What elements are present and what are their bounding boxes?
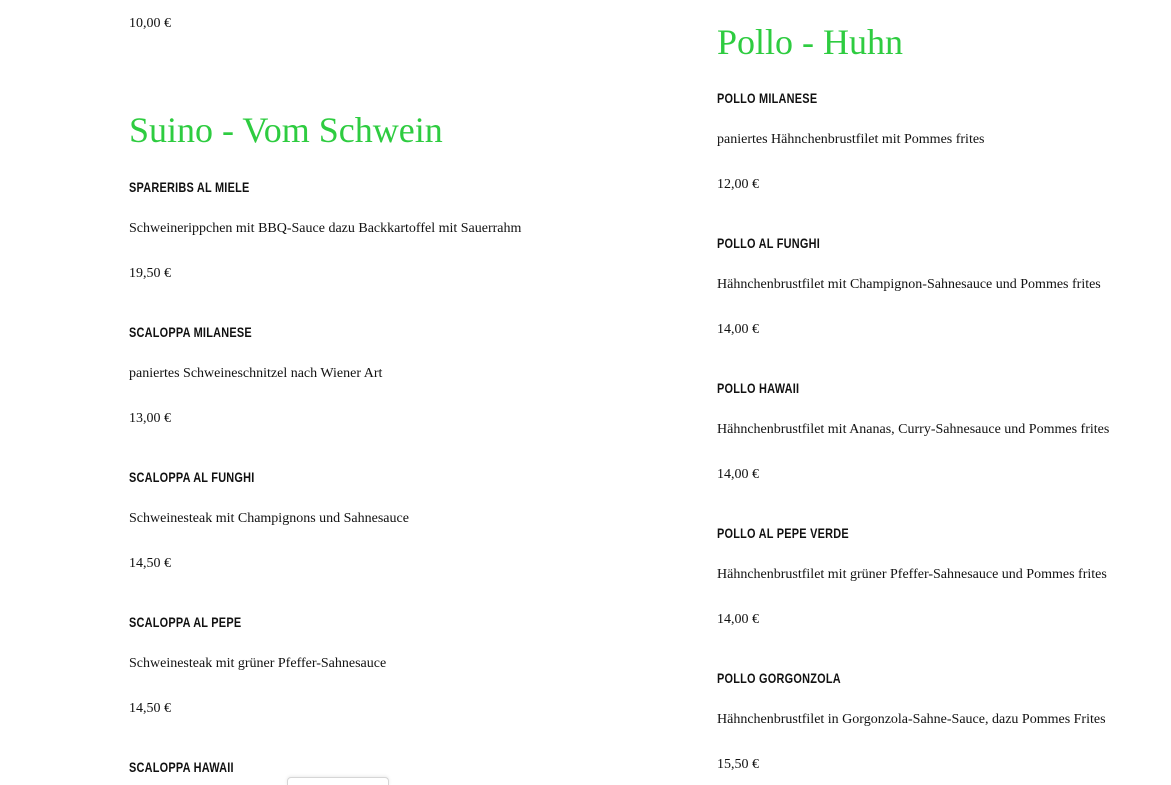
- menu-item-name: SCALOPPA MILANESE: [129, 324, 252, 340]
- menu-item-name: POLLO AL FUNGHI: [717, 235, 821, 251]
- menu-item-description: Hähnchenbrustfilet mit Champignon-Sahnesauce und Pommes frites: [717, 277, 1101, 292]
- menu-item-description: Schweinesteak mit Champignons und Sahnesauce: [129, 511, 409, 526]
- menu-item-description: Hähnchenbrustfilet mit Ananas, Curry-Sahnesauce und Pommes frites: [717, 422, 1110, 437]
- menu-item-description: Schweinesteak mit grüner Pfeffer-Sahnesauce: [129, 656, 387, 671]
- section-title-pollo: Pollo - Huhn: [717, 22, 904, 62]
- menu-item-name: POLLO HAWAII: [717, 380, 800, 396]
- menu-item-description: paniertes Schweineschnitzel nach Wiener Art: [129, 366, 383, 381]
- section-title-suino: Suino - Vom Schwein: [129, 110, 443, 150]
- item-price: 10,00 €: [129, 16, 171, 31]
- menu-item-description: paniertes Hähnchenbrustfilet mit Pommes frites: [717, 132, 985, 147]
- menu-item-name: POLLO GORGONZOLA: [717, 670, 841, 686]
- menu-item-name: POLLO MILANESE: [717, 90, 818, 106]
- item-price: 14,50 €: [129, 556, 171, 571]
- item-price: 19,50 €: [129, 266, 171, 281]
- menu-item-name: POLLO AL PEPE VERDE: [717, 525, 849, 541]
- item-price: 14,00 €: [717, 612, 759, 627]
- menu-item-description: Hähnchenbrustfilet mit grüner Pfeffer-Sahnesauce und Pommes frites: [717, 567, 1107, 582]
- menu-item-description: Hähnchenbrustfilet in Gorgonzola-Sahne-Sauce, dazu Pommes Frites: [717, 712, 1106, 727]
- item-price: 15,50 €: [717, 757, 759, 772]
- menu-item-description: Schweinerippchen mit BBQ-Sauce dazu Backkartoffel mit Sauerrahm: [129, 221, 522, 236]
- menu-item-name: SCALOPPA AL FUNGHI: [129, 469, 255, 485]
- menu-item-name: SCALOPPA AL PEPE: [129, 614, 242, 630]
- item-price: 14,00 €: [717, 467, 759, 482]
- item-price: 12,00 €: [717, 177, 759, 192]
- item-price: 14,00 €: [717, 322, 759, 337]
- bottom-floating-tab[interactable]: [287, 777, 389, 785]
- item-price: 13,00 €: [129, 411, 171, 426]
- item-price: 14,50 €: [129, 701, 171, 716]
- menu-item-name: SPARERIBS AL MIELE: [129, 179, 250, 195]
- menu-item-name: SCALOPPA HAWAII: [129, 759, 234, 775]
